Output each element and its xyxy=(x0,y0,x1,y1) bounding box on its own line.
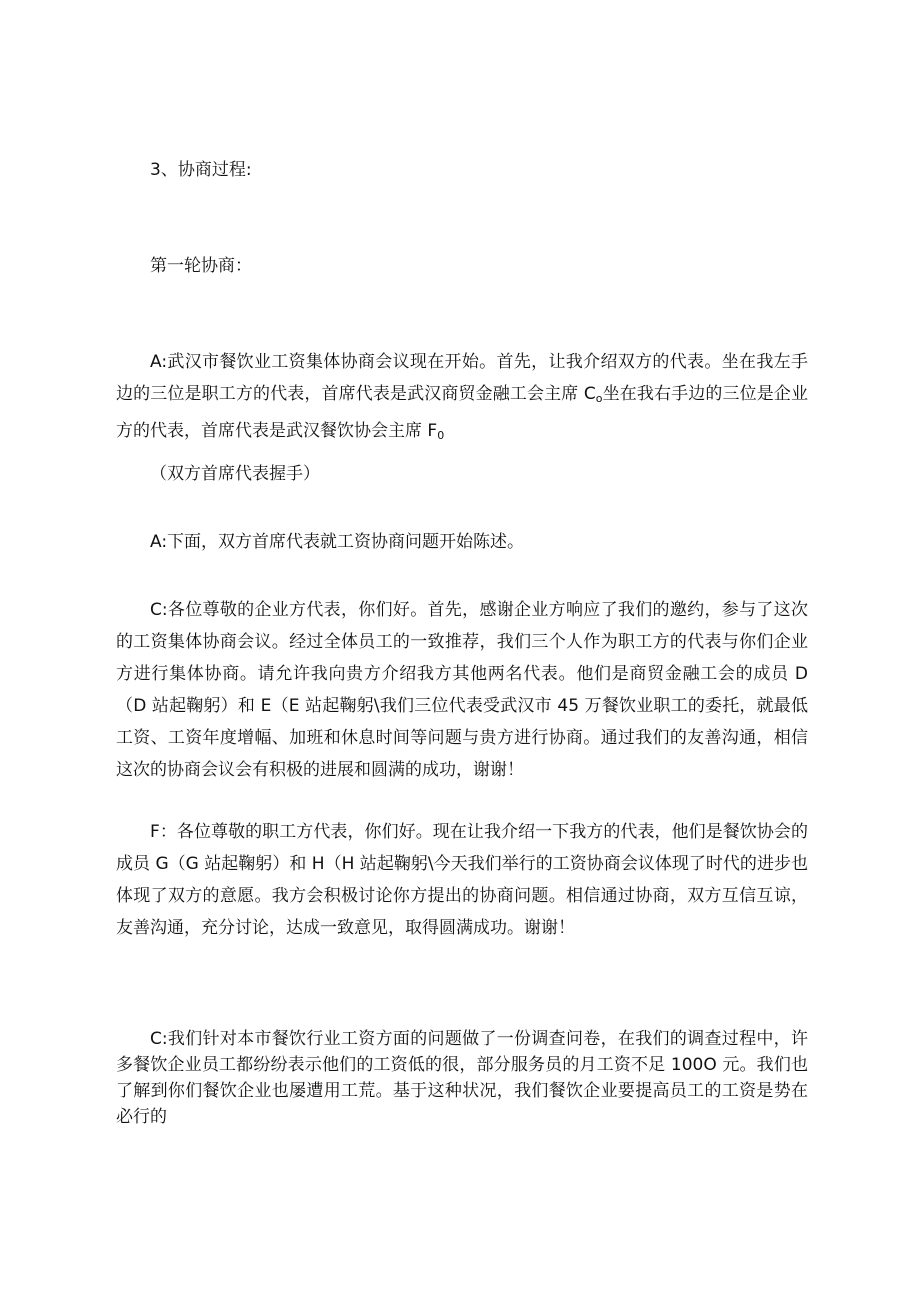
subscript-f: 0 xyxy=(437,429,445,442)
round-title: 第一轮协商： xyxy=(150,256,252,276)
subscript-c: o xyxy=(595,392,603,405)
paragraph-a-statement: A:下面，双方首席代表就工资协商问题开始陈述。 xyxy=(150,532,525,552)
paragraph-f-statement: F：各位尊敬的职工方代表，你们好。现在让我介绍一下我方的代表，他们是餐饮协会的成员 G（G 站起鞠躬）和 H（H 站起鞠躬\今天我们举行的工资协商会议体现了时代的进步也体现了双方的意愿。我方会积极讨论你方提出的协商问题。相信通过协商，双方互信互谅，友善沟通，充分讨论，达成一致意见，取得圆满成功。谢谢！ xyxy=(116,822,808,938)
paragraph-a-opening-mid: 坐在我右手边的三位是企业方的代表，首席代表是武汉餐饮协会主席 F xyxy=(116,384,808,441)
stage-direction: （双方首席代表握手） xyxy=(150,464,320,484)
paragraph-c-survey: C:我们针对本市餐饮行业工资方面的问题做了一份调查问卷，在我们的调查过程中，许多餐饮企业员工都纷纷表示他们的工资低的很，部分服务员的月工资不足 100O 元。我们也了解到你们餐饮企业也屡遭用工荒。基于这种状况，我们餐饮企业要提高员工的工资是势在必行的 xyxy=(116,1029,808,1127)
paragraph-a-opening-text: A:武汉市餐饮业工资集体协商会议现在开始。首先，让我介绍双方的代表。坐在我左手边的三位是职工方的代表，首席代表是武汉商贸金融工会主席 C xyxy=(116,352,808,404)
section-heading: 3、协商过程: xyxy=(150,160,252,180)
paragraph-a-opening xyxy=(116,346,808,452)
paragraph-c-statement: C:各位尊敬的企业方代表，你们好。首先，感谢企业方响应了我们的邀约，参与了这次的工资集体协商会议。经过全体员工的一致推荐，我们三个人作为职工方的代表与你们企业方进行集体协商。请允许我向贵方介绍我方其他两名代表。他们是商贸金融工会的成员 D（D 站起鞠躬）和 E（E 站起鞠躬\我们三位代表受武汉市 45 万餐饮业职工的委托，就最低工资、工资年度增幅、加班和休息时间等问题与贵方进行协商。通过我们的友善沟通，相信这次的协商会议会有积极的进展和圆满的成功，谢谢！ xyxy=(116,600,808,780)
